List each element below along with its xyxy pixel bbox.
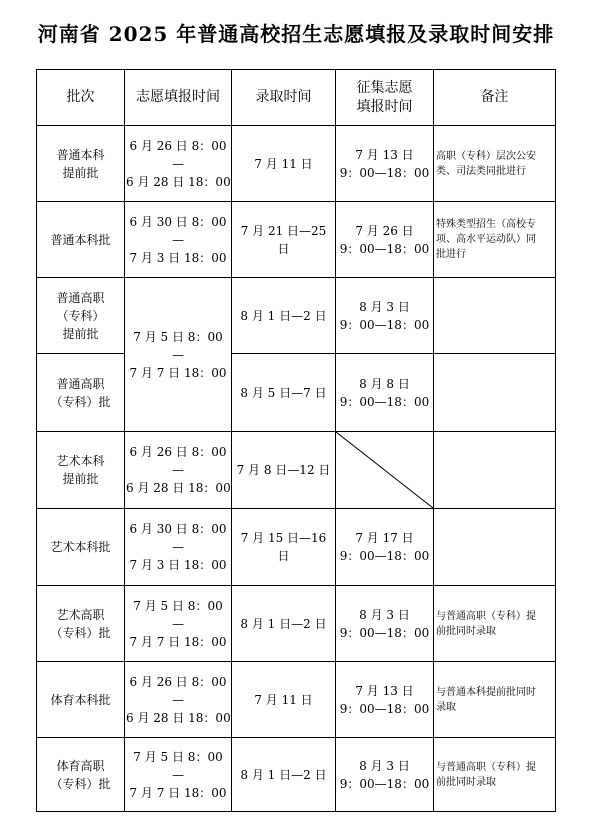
fill-start: 7 月 5 日 8：00 [133,598,223,613]
table-row [37,509,556,586]
batch-cell [37,202,125,278]
batch-line: 体育高职 [56,758,105,773]
solicit-date: 7 月 26 日 [355,223,414,238]
header-batch: 批次 [37,70,125,126]
note-line: 特殊类型招生（高校专 [436,219,536,230]
table-header-row [37,70,556,126]
admit-time-cell: 7 月 15 日—16 日 [232,509,336,586]
admit-time-cell: 8 月 5 日—7 日 [232,354,336,432]
solicit-date: 8 月 3 日 [359,299,410,314]
solicit-hours: 9：00—18：00 [339,394,430,409]
solicit-date: 8 月 8 日 [359,376,410,391]
fill-time-cell [125,586,232,662]
batch-line: 艺术本科批 [50,540,111,554]
admit-time-cell: 8 月 1 日—2 日 [232,278,336,354]
batch-line: 提前批 [62,472,99,486]
batch-line: 体育本科批 [50,692,111,707]
header-solicit-time [336,70,434,126]
note-cell [434,586,556,662]
admit-time-cell: 8 月 1 日—2 日 [232,586,336,662]
header-fill-time: 志愿填报时间 [125,70,232,126]
note-line: 录取 [436,701,456,713]
note-line: 与普通高职（专科）提 [436,610,536,622]
solicit-date: 7 月 17 日 [355,531,414,545]
fill-dash: — [172,616,184,631]
fill-time-cell [125,662,232,738]
batch-line: （专科）批 [50,394,111,409]
batch-line: 提前批 [62,326,99,341]
fill-dash: — [172,156,184,171]
admission-schedule-table [36,69,556,812]
admit-time-cell: 7 月 21 日—25 日 [232,202,336,278]
admit-time-cell: 8 月 1 日—2 日 [232,738,336,812]
batch-cell [37,738,125,812]
note-cell-empty [434,278,556,354]
fill-time-cell [125,202,232,278]
table-row [37,432,556,509]
fill-start: 7 月 5 日 8：00 [133,329,223,344]
batch-cell [37,278,125,354]
batch-line: 提前批 [62,165,99,180]
note-cell-empty [434,354,556,432]
fill-time-cell-merged [125,278,232,432]
batch-line: 艺术高职 [56,607,105,622]
table-row [37,126,556,202]
fill-dash: — [172,767,184,782]
fill-end: 6 月 28 日 18：00 [126,174,231,189]
solicit-date: 7 月 13 日 [355,147,414,162]
fill-start: 6 月 26 日 8：00 [129,674,227,689]
fill-start: 6 月 30 日 8：00 [129,214,227,229]
fill-start: 6 月 26 日 8：00 [129,445,227,459]
fill-end: 6 月 28 日 18：00 [126,710,231,725]
diagonal-slash [336,432,433,508]
fill-dash: — [172,692,184,707]
solicit-time-cell [336,662,434,738]
solicit-time-cell [336,586,434,662]
batch-line: 普通本科批 [50,232,111,247]
solicit-time-cell [336,202,434,278]
batch-line: （专科）批 [50,776,111,791]
solicit-hours: 9：00—18：00 [339,625,430,640]
solicit-time-cell [336,354,434,432]
table-row [37,586,556,662]
solicit-hours: 9：00—18：00 [339,701,430,716]
table-row [37,738,556,812]
fill-end: 7 月 7 日 18：00 [129,785,227,800]
note-line: 项、高水平运动队）同 [436,234,536,245]
fill-start: 6 月 26 日 8：00 [129,138,227,153]
page-title: 河南省 2025 年普通高校招生志愿填报及录取时间安排 [37,22,555,46]
solicit-date: 8 月 3 日 [359,607,410,622]
note-cell [434,662,556,738]
batch-line: 普通高职 [56,290,105,305]
batch-line: 艺术本科 [56,454,105,468]
batch-line: 普通高职 [56,376,105,391]
admit-time-cell: 7 月 11 日 [232,126,336,202]
solicit-time-cell [336,126,434,202]
header-solicit-line1: 征集志愿 [356,79,413,96]
note-line: 与普通本科提前批同时 [436,686,536,698]
solicit-time-cell [336,278,434,354]
batch-cell [37,586,125,662]
note-line: 前批同时录取 [436,776,496,788]
solicit-date: 8 月 3 日 [359,758,410,773]
fill-start: 7 月 5 日 8：00 [133,749,223,764]
header-admit-time: 录取时间 [232,70,336,126]
solicit-time-cell-not-applicable [336,432,434,509]
admit-time-cell: 7 月 8 日—12 日 [232,432,336,509]
batch-cell [37,432,125,509]
header-solicit-line2: 填报时间 [356,98,413,115]
table-row [37,202,556,278]
note-line: 与普通高职（专科）提 [436,761,536,773]
fill-dash: — [172,463,184,477]
note-line: 前批同时录取 [436,625,496,637]
batch-cell [37,354,125,432]
fill-end: 7 月 7 日 18：00 [129,365,227,380]
solicit-hours: 9：00—18：00 [339,776,430,791]
solicit-hours: 9：00—18：00 [339,549,430,563]
fill-time-cell [125,509,232,586]
table-row [37,354,556,432]
fill-time-cell [125,126,232,202]
fill-start: 6 月 30 日 8：00 [129,522,227,536]
fill-end: 7 月 7 日 18：00 [129,634,227,649]
admit-time-cell: 7 月 11 日 [232,662,336,738]
fill-dash: — [172,540,184,554]
fill-dash: — [172,232,184,247]
fill-end: 7 月 3 日 18：00 [129,558,227,572]
fill-time-cell [125,738,232,812]
note-cell-empty [434,432,556,509]
note-cell [434,126,556,202]
table-row [37,278,556,354]
note-line: 高职（专科）层次公安 [436,150,536,162]
solicit-hours: 9：00—18：00 [339,165,430,180]
batch-cell [37,509,125,586]
batch-line: （专科） [56,308,105,323]
note-cell [434,202,556,278]
table-row [37,662,556,738]
solicit-time-cell [336,738,434,812]
solicit-hours: 9：00—18：00 [339,317,430,332]
batch-line: 普通本科 [56,147,105,162]
batch-cell [37,662,125,738]
header-notes: 备注 [434,70,556,126]
solicit-time-cell [336,509,434,586]
solicit-date: 7 月 13 日 [355,683,414,698]
fill-dash: — [172,347,184,362]
solicit-hours: 9：00—18：00 [339,241,430,256]
batch-cell [37,126,125,202]
fill-time-cell [125,432,232,509]
fill-end: 7 月 3 日 18：00 [129,250,227,265]
fill-end: 6 月 28 日 18：00 [126,481,231,495]
note-line: 类、司法类同批进行 [436,165,526,177]
note-cell [434,738,556,812]
batch-line: （专科）批 [50,625,111,640]
note-line: 批进行 [436,249,466,260]
note-cell-empty [434,509,556,586]
